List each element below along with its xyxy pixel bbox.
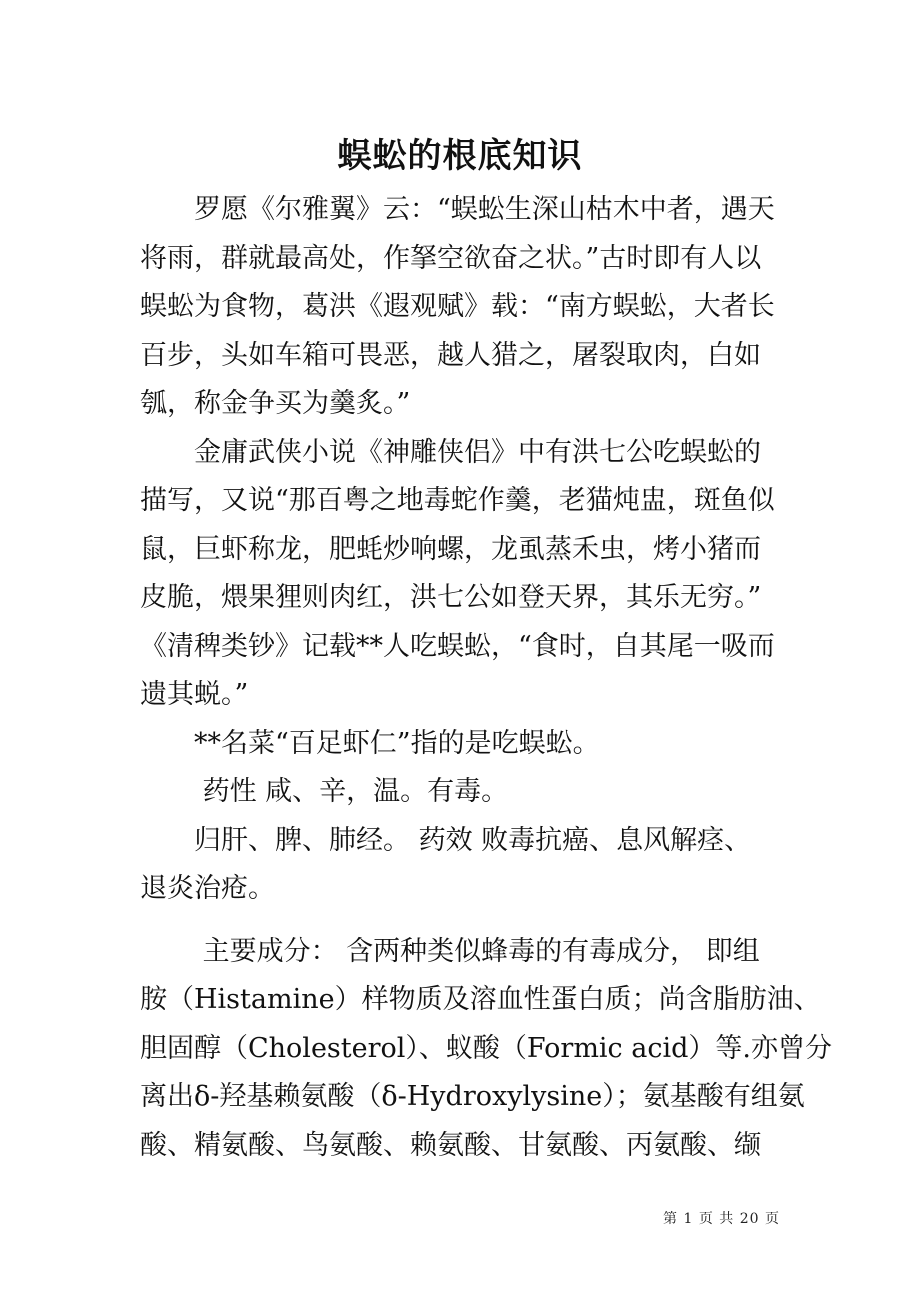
text-line: 百步，头如车箱可畏恶，越人猎之，屠裂取肉，白如	[140, 339, 761, 371]
text-line: 离出δ-羟基赖氨酸（δ-Hydroxylysine）；氨基酸有组氨	[140, 1081, 805, 1112]
text-line: 瓠，称金争买为羹炙。”	[140, 388, 411, 419]
text-line: 遗其蜕。”	[140, 679, 249, 710]
page-title: 蜈蚣的根底知识	[337, 136, 583, 176]
text-line: 皮脆，煨果狸则肉红，洪七公如登天界，其乐无穷。”	[140, 582, 762, 613]
text-line: 胺（Histamine）样物质及溶血性蛋白质；尚含脂肪油、	[140, 984, 821, 1015]
text-line: 主要成分： 含两种类似蜂毒的有毒成分， 即组	[140, 935, 760, 967]
body-text	[140, 186, 832, 1170]
text-line: 退炎治疮。	[140, 873, 275, 904]
page-number-footer: 第 1 页 共 20 页	[663, 1211, 780, 1227]
text-line: 蜈蚣为食物，葛洪《遐观赋》载：“南方蜈蚣，大者长	[140, 291, 775, 322]
text-line: 酸、精氨酸、鸟氨酸、赖氨酸、甘氨酸、丙氨酸、缬	[140, 1129, 761, 1161]
text-line: 《清稗类钞》记载**人吃蜈蚣，“食时，自其尾一吸而	[140, 630, 775, 662]
text-line: 归肝、脾、肺经。 药效 败毒抗癌、息风解痉、	[140, 824, 752, 856]
paragraph-gap	[140, 914, 785, 928]
text-line: 罗愿《尔雅翼》云：“蜈蚣生深山枯木中者，遇天	[140, 194, 775, 225]
text-line: 胆固醇（Cholesterol）、蚁酸（Formic acid）等.亦曾分	[140, 1032, 832, 1064]
text-line: **名菜“百足虾仁”指的是吃蜈蚣。	[140, 727, 600, 759]
text-line: 将雨，群就最高处，作拏空欲奋之状。”古时即有人以	[140, 242, 762, 274]
text-line: 药性 咸、辛，温。有毒。	[140, 776, 509, 807]
text-line: 金庸武侠小说《神雕侠侣》中有洪七公吃蜈蚣的	[140, 436, 761, 468]
text-line: 描写，又说“那百粤之地毒蛇作羹，老猫炖盅，斑鱼似	[140, 485, 775, 516]
text-line: 鼠，巨虾称龙，肥蚝炒响螺，龙虱蒸禾虫，烤小猪而	[140, 533, 761, 565]
